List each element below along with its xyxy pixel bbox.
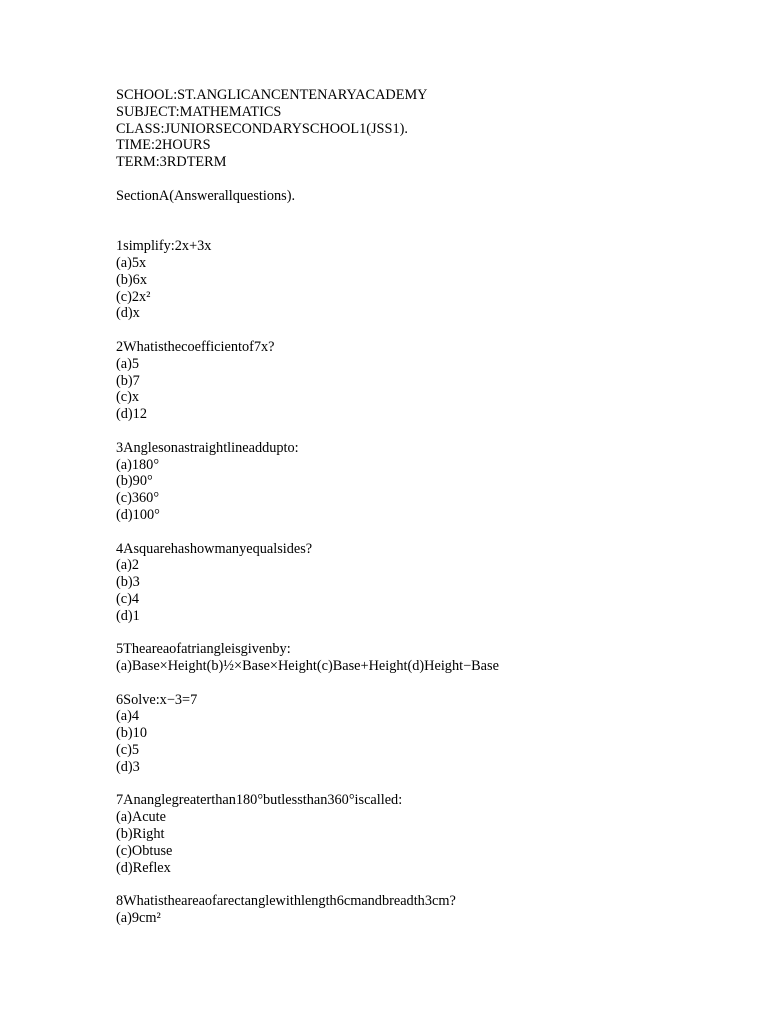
subject-line: SUBJECT:MATHEMATICS: [116, 103, 282, 120]
question-4: [116, 541, 736, 625]
option-b: (b)Right: [116, 826, 165, 843]
question-stem: 4Asquarehashowmanyequalsides?: [116, 540, 313, 557]
question-6: [116, 692, 736, 776]
option-b: (b)7: [116, 372, 140, 389]
option-d: (d)100°: [116, 506, 160, 523]
question-stem: 1simplify:2x+3x: [116, 238, 212, 255]
option-c: (c)4: [116, 590, 140, 607]
option-d: (d)1: [116, 607, 140, 624]
option-c: (c)2x²: [116, 288, 151, 305]
option-a: (a)180°: [116, 456, 160, 473]
option-d: (d)Reflex: [116, 859, 171, 876]
question-stem: 5Theareaofatriangleisgivenby:: [116, 641, 291, 658]
option-a: (a)2: [116, 557, 140, 574]
option-a: (a)5x: [116, 254, 147, 271]
option-a: (a)9cm²: [116, 910, 161, 927]
option-a: (a)Acute: [116, 809, 167, 826]
question-2: [116, 339, 736, 423]
time-line: TIME:2HOURS: [116, 137, 211, 154]
option-b: (b)3: [116, 574, 140, 591]
question-8: [116, 893, 736, 927]
option-d: (d)12: [116, 406, 147, 423]
question-5: [116, 641, 736, 675]
question-stem: 2Whatisthecoefficientof7x?: [116, 338, 275, 355]
options-inline: (a)Base×Height(b)½×Base×Height(c)Base+Height(d)Height−Base: [116, 658, 499, 675]
option-b: (b)90°: [116, 473, 153, 490]
option-d: (d)3: [116, 758, 140, 775]
question-7: [116, 792, 736, 876]
option-a: (a)5: [116, 355, 140, 372]
question-stem: 3Anglesonastraightlineaddupto:: [116, 439, 299, 456]
option-c: (c)Obtuse: [116, 842, 173, 859]
section-heading: SectionA(Answerallquestions).: [116, 187, 296, 204]
class-line: CLASS:JUNIORSECONDARYSCHOOL1(JSS1).: [116, 120, 408, 137]
option-b: (b)6x: [116, 271, 147, 288]
option-c: (c)5: [116, 742, 140, 759]
option-d: (d)x: [116, 305, 140, 322]
question-3: [116, 440, 736, 524]
option-c: (c)360°: [116, 490, 160, 507]
option-c: (c)x: [116, 389, 140, 406]
question-stem: 6Solve:x−3=7: [116, 691, 198, 708]
question-stem: 8Whatistheareaofarectanglewithlength6cmandbreadth3cm?: [116, 893, 456, 910]
option-a: (a)4: [116, 708, 140, 725]
option-b: (b)10: [116, 725, 147, 742]
exam-document: [116, 87, 736, 927]
question-1: [116, 238, 736, 322]
question-stem: 7Ananglegreaterthan180°butlessthan360°iscalled:: [116, 792, 403, 809]
term-line: TERM:3RDTERM: [116, 154, 227, 171]
school-name: SCHOOL:ST.ANGLICANCENTENARYACADEMY: [116, 87, 428, 103]
